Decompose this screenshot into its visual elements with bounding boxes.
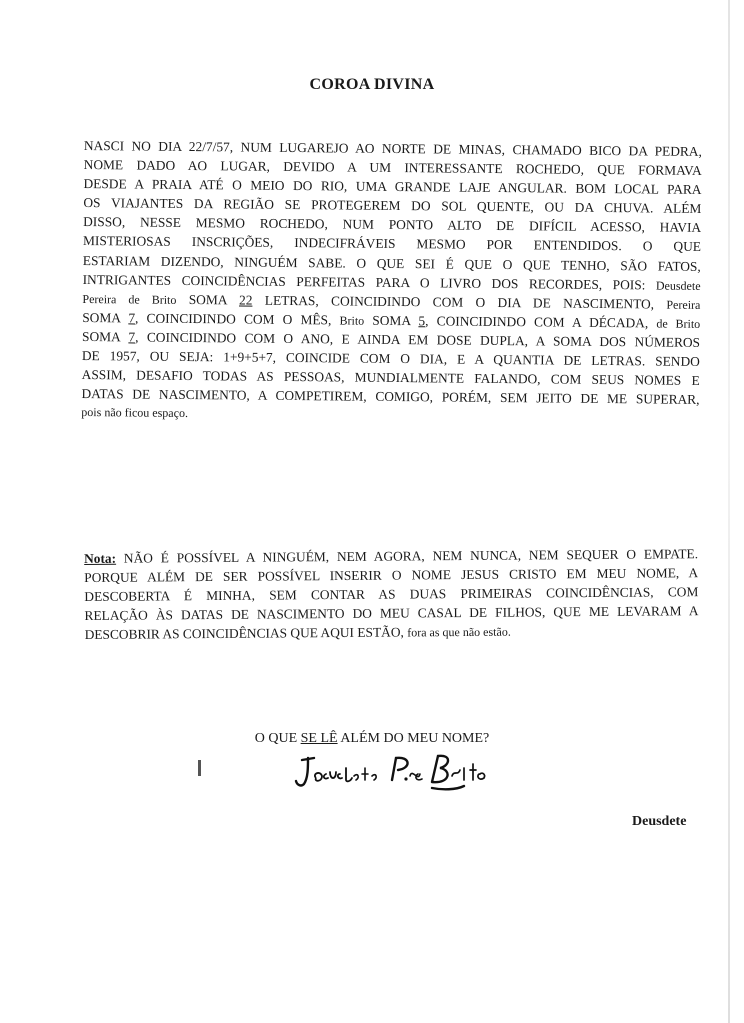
nota-label: Nota: (84, 550, 117, 566)
number-7: 7 (128, 310, 136, 326)
body-line: NASCI NO DIA 22/7/57, NUM LUGAREJO AO NORTE DE MINAS, CHAMADO BICO DA PEDRA, (83, 137, 702, 159)
nota-line-last (85, 621, 699, 645)
body-line-last: pois não ficou espaço. (81, 405, 189, 421)
body-text: , COINCIDINDO COM A DÉCADA, (425, 313, 657, 331)
nota-line: PORQUE ALÉM DE SER POSSÍVEL INSERIR O NOME JESUS CRISTO EM MEU NOME, A (84, 565, 699, 586)
closing-name: Deusdete (632, 814, 687, 829)
body-line: ESTARIAM DIZENDO, NINGUÉM SABE. O QUE SEI É QUE O QUE TENHO, SÃO FATOS, (82, 252, 701, 274)
body-line: MISTERIOSAS INSCRIÇÕES, INDECIFRÁVEIS MESMO POR ENTENDIDOS. O QUE (82, 233, 702, 255)
nota-line: RELAÇÃO ÀS DATAS DE NASCIMENTO DO MEU CASAL DE FILHOS, QUE ME LEVARAM A (84, 603, 699, 624)
body-text: , COINCIDINDO COM O MÊS, (135, 310, 340, 328)
scan-edge-shadow (728, 0, 730, 1023)
name-pereira: Pereira (666, 297, 701, 312)
body-text: SOMA (364, 312, 419, 329)
name-full: Pereira de Brito (82, 291, 177, 307)
body-line: ASSIM, DESAFIO TODAS AS PESSOAS, MUNDIALMENTE FALANDO, COM SEUS NOMES E (81, 367, 700, 389)
body-line: DATAS DE NASCIMENTO, A COMPETIREM, COMIGO, PORÉM, SEM JEITO DE ME SUPERAR, (81, 386, 700, 408)
nota-text-small: fora as que não estão. (407, 625, 511, 640)
body-text: , COINCIDINDO COM O ANO, E AINDA EM DOSE DUPLA, A SOMA DOS NÚMEROS (135, 329, 701, 350)
nota-line: DESCOBERTA É MINHA, SEM CONTAR AS DUAS PRIMEIRAS COINCIDÊNCIAS, COM (84, 584, 699, 605)
body-line: DISSO, NESSE MESMO ROCHEDO, NUM PONTO ALTO DE DIFÍCIL ACESSO, HAVIA (83, 214, 702, 236)
body-line: NOME DADO AO LUGAR, DEVIDO A UM INTERESSANTE ROCHEDO, QUE FORMAVA (83, 157, 702, 179)
nota-text: NÃO É POSSÍVEL A NINGUÉM, NEM AGORA, NEM NUNCA, NEM SEQUER O EMPATE. (115, 546, 699, 566)
signature-tick-mark (198, 760, 201, 776)
body-text: LETRAS, COINCIDINDO COM O DIA DE NASCIMENTO, (252, 292, 667, 312)
name-brito: Brito (339, 313, 365, 328)
question-text: ALÉM DO MEU NOME? (337, 731, 490, 746)
body-text: SOMA (176, 291, 240, 308)
body-line: OS VIAJANTES DA REGIÃO SE PROTEGEREM DO SOL QUENTE, OU DA CHUVA. ALÉM (83, 195, 702, 217)
nota-paragraph (84, 544, 699, 644)
handwritten-signature (292, 752, 502, 794)
closing-question (0, 731, 744, 747)
body-text: INTRIGANTES COINCIDÊNCIAS PERFEITAS PARA O LIVRO DOS RECORDES, POIS: (82, 271, 657, 293)
body-line: DE 1957, OU SEJA: 1+9+5+7, COINCIDE COM O DIA, E A QUANTIA DE LETRAS. SENDO (81, 348, 700, 369)
document-title: COROA DIVINA (309, 76, 435, 93)
name-de-brito: de Brito (656, 316, 701, 331)
number-22: 22 (239, 292, 253, 308)
body-text: SOMA (82, 309, 129, 326)
body-paragraph (81, 136, 702, 428)
number-5: 5 (418, 313, 426, 329)
number-7: 7 (128, 329, 136, 345)
question-underlined: SE LÊ (300, 731, 338, 746)
name-deusdete: Deusdete (655, 278, 701, 293)
nota-text: DESCOBRIR AS COINCIDÊNCIAS QUE AQUI ESTÃO, (84, 624, 408, 643)
body-text: SOMA (82, 328, 129, 345)
question-text: O QUE (254, 731, 301, 746)
body-line: DESDE A PRAIA ATÉ O MEIO DO RIO, UMA GRANDE LAJE ANGULAR. BOM LOCAL PARA (83, 176, 702, 198)
